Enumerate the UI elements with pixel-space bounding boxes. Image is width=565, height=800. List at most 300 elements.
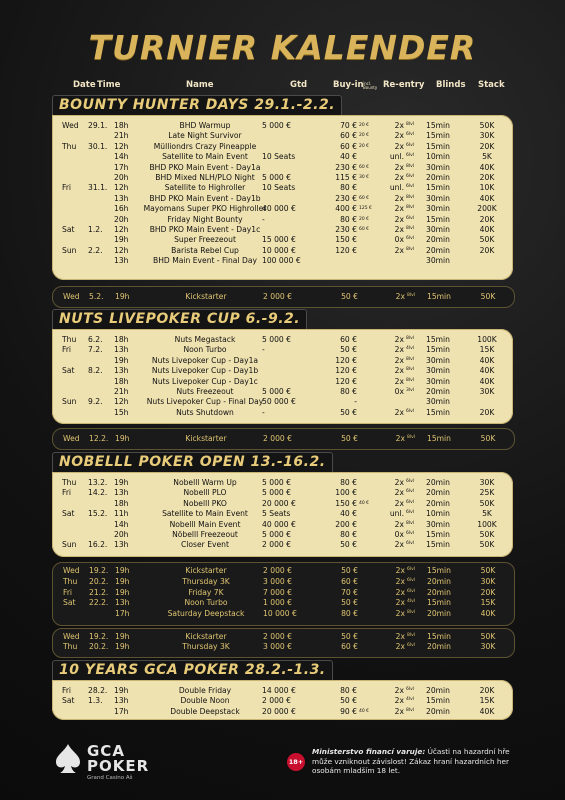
cell-time: 18h <box>114 498 129 508</box>
cell-stack: 30K <box>479 478 495 487</box>
cell-re: 2x <box>394 540 404 550</box>
tournament-row <box>52 366 513 376</box>
cell-stack: 100K <box>477 335 497 344</box>
cell-sup: 6lvl <box>406 132 415 138</box>
cell-day: Sat <box>62 509 75 519</box>
tournament-row <box>52 530 513 540</box>
cell-buyin: 50 € <box>341 566 358 575</box>
cell-buyin: 150 € <box>335 498 357 508</box>
cell-buyin: 230 € <box>335 193 357 203</box>
cell-gtd: 5 000 € <box>262 335 291 344</box>
cell-sup: 8lvl <box>407 610 416 616</box>
cell-date: 8.2. <box>88 366 103 376</box>
cell-buyin: 50 € <box>340 345 357 355</box>
cell-blinds: 20min <box>426 488 450 498</box>
cell-date: 14.2. <box>88 488 108 498</box>
cell-blinds: 20min <box>426 173 450 182</box>
cell-blinds: 30min <box>426 519 450 529</box>
cell-gtd: 14 000 € <box>262 686 296 695</box>
cell-gtd: 2 000 € <box>263 632 292 641</box>
cell-name: Noon Turbo <box>184 598 228 608</box>
event-panel <box>52 115 513 280</box>
cell-blinds: 30min <box>426 397 450 407</box>
cell-date: 20.2. <box>89 642 109 651</box>
cell-sup: 8lvl <box>406 377 415 383</box>
cell-buyin: 120 € <box>335 366 357 376</box>
tournament-row <box>52 408 513 418</box>
cell-name: Nuts Freezeout <box>176 387 234 396</box>
cell-sup: 8lvl <box>406 520 415 526</box>
cell-gtd: 2 000 € <box>263 434 292 443</box>
cell-gtd: 5 000 € <box>262 387 291 396</box>
cell-time: 19h <box>115 434 130 443</box>
tournament-row <box>53 292 514 302</box>
cell-stack: 40K <box>479 225 495 234</box>
cell-buyin: 80 € <box>340 478 357 487</box>
tournament-row <box>52 397 513 407</box>
cell-date: 21.2. <box>89 587 109 597</box>
cell-blinds: 15min <box>426 121 450 130</box>
event-panel <box>52 680 513 720</box>
tournament-row <box>52 131 513 141</box>
cell-stack: 20K <box>480 587 496 597</box>
cell-buyin: 80 € <box>340 686 357 695</box>
cell-time: 19h <box>115 566 130 575</box>
cell-day: Sat <box>62 696 75 706</box>
cell-stack: 30K <box>480 642 496 651</box>
tournament-row <box>52 345 513 355</box>
cell-stack: 15K <box>480 598 496 608</box>
cell-blinds: 20min <box>426 387 450 396</box>
cell-day: Sun <box>62 540 77 550</box>
cell-re: 2x <box>395 434 405 443</box>
cell-day: Wed <box>63 566 80 575</box>
cell-date: 12.2. <box>89 434 109 443</box>
cell-sup: 6lvl <box>407 588 416 594</box>
cell-buyin: 50 € <box>341 434 358 443</box>
cell-time: 19h <box>114 478 129 487</box>
cell-name: Noon Turbo <box>183 345 227 355</box>
cell-time: 12h <box>114 397 129 407</box>
weekly-panel <box>52 428 515 450</box>
cell-name: Super Freezeout <box>174 235 236 245</box>
cell-gtd: 15 000 € <box>262 235 296 245</box>
cell-time: 20h <box>114 173 129 182</box>
cell-blinds: 30min <box>426 376 450 386</box>
cell-date: 29.1. <box>88 121 108 130</box>
cell-re: 2x <box>394 478 404 487</box>
cell-buyin: 50 € <box>340 407 357 417</box>
cell-date: 5.2. <box>89 292 104 301</box>
tournament-row <box>52 121 513 131</box>
cell-buyin: 120 € <box>335 376 357 386</box>
cell-time: 13h <box>114 366 129 376</box>
cell-sup: 6lvl <box>406 541 415 547</box>
cell-buyin: 60 € <box>340 141 357 151</box>
cell-re: 2x <box>394 355 404 365</box>
cell-re: unl. <box>389 152 404 162</box>
cell-buyin: 60 € <box>340 131 357 141</box>
cell-time: 21h <box>114 387 129 396</box>
cell-day: Fri <box>62 488 72 498</box>
cell-stack: 5K <box>482 509 492 519</box>
cell-stack: 30K <box>479 131 495 141</box>
warning-heading: Ministerstvo financí varuje: <box>312 747 426 756</box>
cell-name: Nuts Shutdown <box>176 407 234 417</box>
cell-re: 2x <box>394 366 404 376</box>
cell-gtd: 40 000 € <box>262 204 296 214</box>
cell-bounty: 20 € <box>359 143 370 149</box>
cell-re: 2x <box>394 519 404 529</box>
cell-re: 2x <box>395 587 405 597</box>
tournament-row <box>53 632 514 642</box>
tournament-row <box>52 246 513 256</box>
tournament-row <box>52 488 513 498</box>
tournament-row <box>52 377 513 387</box>
cell-time: 19h <box>115 642 130 651</box>
cell-time: 17h <box>115 609 130 619</box>
cell-blinds: 20min <box>426 235 450 245</box>
cell-date: 1.3. <box>88 696 103 706</box>
cell-stack: 50K <box>479 498 495 508</box>
tournament-row <box>52 335 513 345</box>
cell-time: 19h <box>114 686 129 695</box>
cell-stack: 50K <box>480 632 496 641</box>
cell-re: 2x <box>394 335 404 344</box>
cell-blinds: 20min <box>427 576 451 586</box>
cell-stack: 15K <box>479 696 495 706</box>
spade-icon <box>55 742 81 776</box>
cell-sup: 8lvl <box>406 707 415 713</box>
cell-blinds: 20min <box>427 587 451 597</box>
cell-gtd: 7 000 € <box>263 587 292 597</box>
cell-stack: 40K <box>479 376 495 386</box>
cell-re: 2x <box>394 121 404 130</box>
cell-gtd: 10 Seats <box>262 183 296 193</box>
col-buyin: Buy-in <box>333 80 364 90</box>
cell-name: BHD PKO Main Event - Day1c <box>149 225 261 234</box>
cell-stack: 50K <box>479 530 495 539</box>
cell-sup: 6lvl <box>407 643 416 648</box>
tournament-row <box>52 478 513 488</box>
cell-blinds: 30min <box>426 204 450 214</box>
col-date: Date <box>73 80 96 90</box>
cell-stack: 50K <box>479 121 495 130</box>
col-bounty: incl. Bounty <box>363 81 378 90</box>
cell-sup: 6lvl <box>406 499 415 505</box>
cell-stack: 50K <box>480 566 496 575</box>
cell-name: Nobelll PLO <box>183 488 227 498</box>
cell-time: 13h <box>114 540 129 550</box>
tournament-row <box>52 142 513 152</box>
cell-re: 2x <box>395 632 405 641</box>
cell-blinds: 15min <box>426 141 450 151</box>
tournament-row <box>52 387 513 397</box>
cell-re: 2x <box>395 642 405 651</box>
cell-name: Saturday Deepstack <box>167 609 245 619</box>
cell-re: 2x <box>394 141 404 151</box>
cell-blinds: 30min <box>426 256 450 266</box>
cell-sup: 8lvl <box>406 356 415 362</box>
cell-time: 19h <box>115 576 130 586</box>
cell-stack: 50K <box>479 540 495 550</box>
section-title: NUTS LIVEPOKER CUP 6.-9.2. <box>52 309 307 330</box>
cell-buyin: 80 € <box>340 214 357 224</box>
cell-name: BHD Warmup <box>179 121 231 130</box>
cell-sup: 4lvl <box>406 346 415 352</box>
cell-time: 12h <box>114 225 129 234</box>
cell-time: 14h <box>114 519 129 529</box>
cell-gtd: 5 000 € <box>262 121 291 130</box>
cell-buyin: 100 € <box>335 488 357 498</box>
cell-name: BHD PKO Main Event - Day1a <box>149 162 261 172</box>
cell-buyin: 60 € <box>340 335 357 344</box>
cell-name: Double Noon <box>180 696 230 706</box>
tournament-row <box>52 163 513 173</box>
cell-date: 31.1. <box>88 183 108 193</box>
cell-stack: 20K <box>479 214 495 224</box>
cell-time: 18h <box>114 121 129 130</box>
cell-stack: 20K <box>479 686 495 695</box>
cell-time: 17h <box>114 162 129 172</box>
cell-date: 20.2. <box>89 576 109 586</box>
tournament-row <box>53 566 514 576</box>
cell-day: Sat <box>62 366 75 376</box>
cell-sup: 6lvl <box>406 510 415 516</box>
cell-blinds: 15min <box>426 335 450 344</box>
cell-name: Nuts Livepoker Cup - Day1c <box>152 376 258 386</box>
tournament-row <box>52 235 513 245</box>
cell-re: 2x <box>394 376 404 386</box>
cell-day: Fri <box>62 686 72 695</box>
cell-date: 28.2. <box>88 686 108 695</box>
cell-buyin: 50 € <box>340 696 357 706</box>
cell-re: 2x <box>394 193 404 203</box>
cell-buyin: 120 € <box>335 355 357 365</box>
tournament-row <box>52 540 513 550</box>
cell-sup: 8lvl <box>406 163 415 169</box>
cell-sup: 6lvl <box>406 408 415 414</box>
cell-re: 2x <box>394 225 404 234</box>
cell-stack: 10K <box>479 183 495 193</box>
section-title: BOUNTY HUNTER DAYS 29.1.-2.2. <box>52 95 342 116</box>
cell-sup: 8lvl <box>406 122 415 127</box>
cell-blinds: 15min <box>426 183 450 193</box>
cell-time: 21h <box>114 131 129 141</box>
cell-sup: 8lvl <box>406 246 415 252</box>
tournament-row <box>52 152 513 162</box>
cell-blinds: 20min <box>426 498 450 508</box>
cell-re: 2x <box>395 292 405 301</box>
cell-re: 2x <box>395 598 405 608</box>
cell-re: 2x <box>394 706 404 716</box>
cell-name: Barista Rebel Cup <box>171 245 239 255</box>
cell-blinds: 20min <box>426 245 450 255</box>
cell-blinds: 15min <box>427 598 451 608</box>
cell-re: 2x <box>394 131 404 141</box>
cell-name: Mülliondrs Crazy Pineapple <box>153 141 257 151</box>
cell-bounty: 60 € <box>359 227 370 232</box>
cell-buyin: 60 € <box>341 576 358 586</box>
cell-sup: 8lvl <box>407 293 416 298</box>
cell-time: 18h <box>114 335 129 344</box>
cell-buyin: 70 € <box>340 121 357 130</box>
warning-text: Účasti na hazardní hře může vzniknout závislost! Zákaz hraní hazardních her osobám mladším 18 let. <box>312 747 510 775</box>
tournament-row <box>52 194 513 204</box>
cell-stack: 40K <box>479 706 495 716</box>
cell-time: 20h <box>114 214 129 224</box>
cell-name: Nuts Megastack <box>174 335 236 344</box>
cell-name: Thursday 3K <box>182 642 230 651</box>
tournament-row <box>52 173 513 183</box>
col-reentry: Re-entry <box>383 80 425 90</box>
col-name: Name <box>186 80 214 90</box>
cell-name: Satellite to Highroller <box>164 183 246 193</box>
cell-time: 19h <box>115 587 130 597</box>
cell-re: 2x <box>394 173 404 182</box>
cell-re: 0x <box>394 530 404 539</box>
cell-re: 2x <box>394 696 404 706</box>
cell-sup: 6lvl <box>406 174 415 179</box>
cell-blinds: 15min <box>426 540 450 550</box>
cell-stack: 50K <box>479 235 495 245</box>
cell-name: Thursday 3K <box>182 576 230 586</box>
cell-stack: 15K <box>479 345 495 355</box>
cell-gtd: 20 000 € <box>262 498 296 508</box>
cell-re: 2x <box>395 576 405 586</box>
cell-blinds: 15min <box>426 530 450 539</box>
cell-day: Wed <box>63 632 80 641</box>
cell-day: Sun <box>62 245 77 255</box>
cell-day: Sat <box>63 598 76 608</box>
cell-day: Wed <box>62 121 79 130</box>
cell-name: Kickstarter <box>185 434 227 443</box>
cell-name: BHD PKO Main Event - Day1b <box>149 193 261 203</box>
tournament-row <box>52 225 513 235</box>
cell-buyin: 80 € <box>340 530 357 539</box>
cell-date: 6.2. <box>88 335 103 344</box>
cell-gtd: 2 000 € <box>263 566 292 575</box>
cell-bounty: 125 € <box>359 206 372 212</box>
section-title: NOBELLL POKER OPEN 13.-16.2. <box>52 452 333 473</box>
cell-time: 15h <box>114 407 129 417</box>
logo-text-poker: POKER <box>87 757 150 775</box>
cell-day: Fri <box>63 587 73 597</box>
cell-sup: 6lvl <box>406 489 415 495</box>
cell-name: Friday 7K <box>188 587 224 597</box>
cell-sup: 6lvl <box>406 142 415 148</box>
cell-date: 9.2. <box>88 397 103 407</box>
tournament-row <box>52 509 513 519</box>
cell-sup: 6lvl <box>406 479 415 484</box>
cell-gtd: 10 000 € <box>263 609 297 619</box>
cell-bounty: 20 € <box>359 123 370 128</box>
cell-time: 19h <box>114 355 129 365</box>
cell-gtd: - <box>262 345 265 355</box>
cell-buyin: 50 € <box>341 598 358 608</box>
cell-blinds: 20min <box>427 609 451 619</box>
cell-sup: 6lvl <box>407 567 416 572</box>
cell-time: 20h <box>114 530 129 539</box>
cell-time: 11h <box>114 509 129 519</box>
cell-sup: 6lvl <box>406 687 415 692</box>
cell-gtd: 5 000 € <box>262 478 291 487</box>
cell-stack: 50K <box>480 434 496 443</box>
cell-name: BHD Mixed NLH/PLO Night <box>155 173 255 182</box>
cell-name: Closer Event <box>181 540 229 550</box>
cell-re: 2x <box>394 162 404 172</box>
tournament-row <box>52 183 513 193</box>
tournament-row <box>53 577 514 587</box>
cell-name: Kickstarter <box>185 292 227 301</box>
cell-day: Fri <box>62 345 72 355</box>
cell-sup: 8lvl <box>406 205 415 211</box>
cell-time: 13h <box>114 696 129 706</box>
logo-subtitle: Grand Casino Aš <box>87 775 133 781</box>
cell-stack: 100K <box>477 519 497 529</box>
cell-sup: 3lvl <box>406 388 415 393</box>
cell-sup: 4lvl <box>406 697 415 703</box>
cell-sup: 8lvl <box>407 633 416 638</box>
cell-name: Satellite to Main Event <box>162 152 248 162</box>
cell-sup: 6lvl <box>406 215 415 221</box>
cell-gtd: - <box>262 214 265 224</box>
event-panel <box>52 329 513 424</box>
cell-stack: 25K <box>479 488 495 498</box>
tournament-row <box>52 696 513 706</box>
cell-day: Thu <box>63 576 78 586</box>
cell-name: Nobelll PKO <box>183 498 227 508</box>
cell-buyin: 50 € <box>340 540 357 550</box>
cell-sup: 6lvl <box>406 184 415 190</box>
cell-stack: 200K <box>477 204 497 214</box>
cell-blinds: 15min <box>427 434 451 443</box>
cell-sup: 6lvl <box>407 577 416 583</box>
cell-blinds: 30min <box>426 162 450 172</box>
cell-re: 2x <box>394 488 404 498</box>
cell-sup: 8lvl <box>406 336 415 341</box>
cell-stack: 20K <box>479 407 495 417</box>
tournament-row <box>53 642 514 652</box>
weekly-panel <box>52 286 515 308</box>
cell-buyin: 80 € <box>341 609 358 619</box>
column-header <box>0 80 565 94</box>
cell-day: Thu <box>63 642 78 651</box>
cell-blinds: 15min <box>426 131 450 141</box>
cell-time: 18h <box>114 376 129 386</box>
cell-blinds: 15min <box>426 214 450 224</box>
cell-gtd: 5 000 € <box>262 488 291 498</box>
cell-stack: 30K <box>479 387 495 396</box>
cell-re: 2x <box>395 566 405 575</box>
weekly-panel <box>52 628 515 658</box>
cell-re: 2x <box>394 204 404 214</box>
cell-bounty: 30 € <box>359 175 370 180</box>
cell-time: 13h <box>114 193 129 203</box>
cell-time: 13h <box>114 256 129 266</box>
cell-buyin: - <box>354 397 357 407</box>
cell-blinds: 15min <box>426 407 450 417</box>
weekly-panel <box>52 562 515 626</box>
cell-blinds: 30min <box>426 193 450 203</box>
cell-blinds: 15min <box>426 696 450 706</box>
cell-buyin: 230 € <box>335 162 357 172</box>
cell-name: Kickstarter <box>185 632 227 641</box>
cell-gtd: 2 000 € <box>263 292 292 301</box>
cell-day: Wed <box>63 434 80 443</box>
cell-name: Mayomans Super PKO Highroller <box>143 204 267 214</box>
cell-bounty: 40 € <box>359 500 370 506</box>
